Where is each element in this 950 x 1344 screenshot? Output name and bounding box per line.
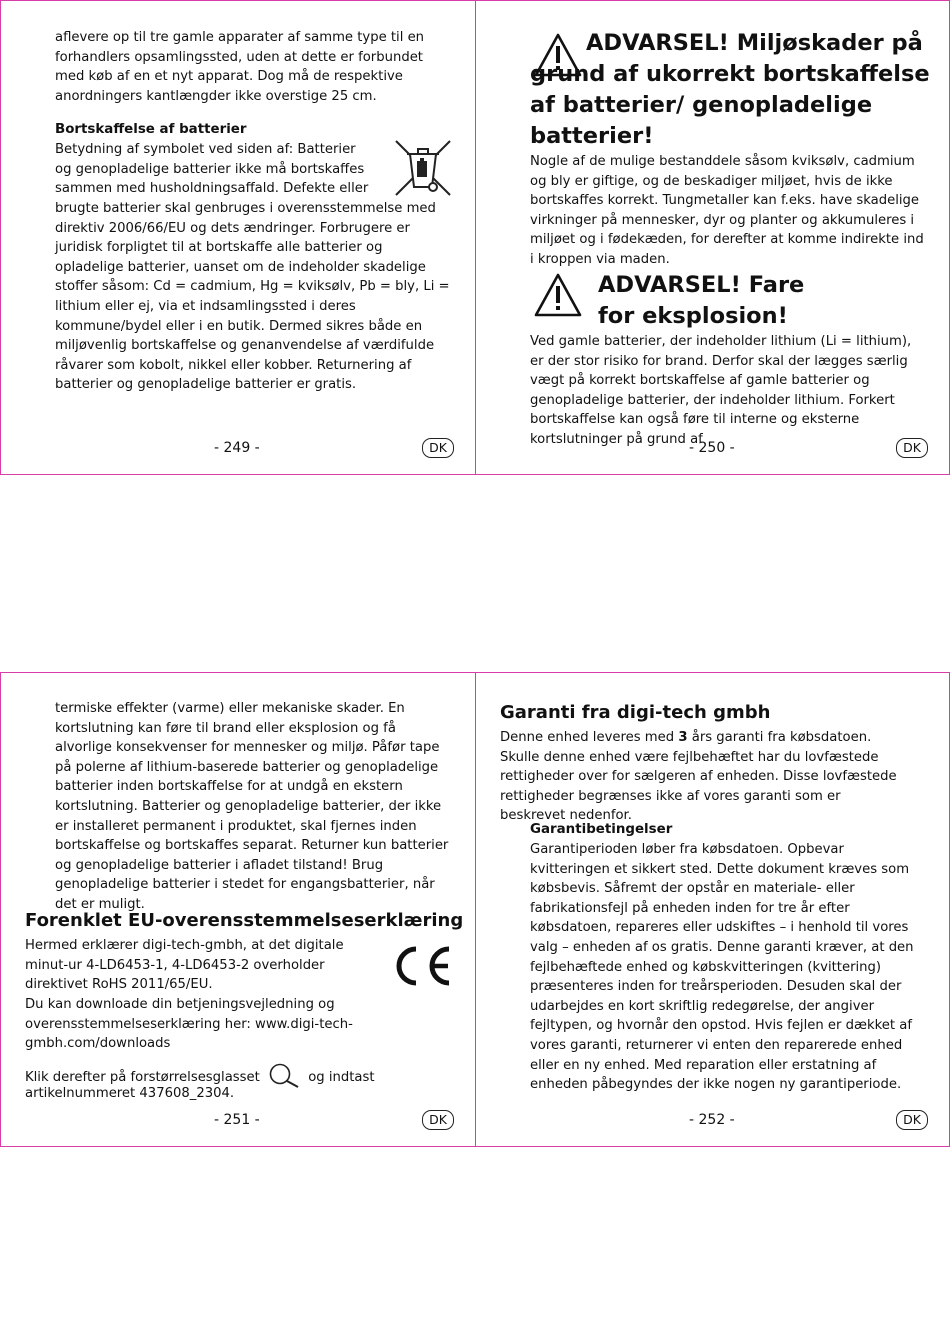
- magnifier-icon: [266, 1063, 302, 1089]
- language-badge: DK: [422, 438, 454, 458]
- battery-disposal-heading: Bortskaffelse af batterier: [55, 122, 247, 137]
- eu-declaration-heading: Forenklet EU-overensstemmelseserklæring: [25, 910, 464, 931]
- eu-declaration-text: Hermed erklærer digi-tech-gmbh, at det digitale minut-ur 4-LD6453-1, 4-LD6453-2 overholder direktivet RoHS 2011/65/EU.: [25, 938, 344, 993]
- page-number: - 250 -: [689, 440, 735, 456]
- page-number: - 249 -: [214, 440, 260, 456]
- short-circuit-paragraph: termiske effekter (varme) eller mekaniske skader. En kortslutning kan føre til brand eller eksplosion og få alvorlige konsekvenser for mennesker og miljø. Påfør tape på polerne af lithium-baserede batterier og genopladelige batterier inden bortskaffelse for at undgå en ekstern kortslutning. Batterier og genopladelige batterier, der ikke er installeret permanent i produktet, skal fjernes inden bortskaffelse og bortskaffes separat. Returner kun batterier og genopladelige batterier i afladet tilstand! Brug genopladelige batterier i stedet for engangsbatterier, når det er muligt.: [55, 701, 449, 912]
- warranty-conditions-heading: Garantibetingelser: [530, 822, 673, 837]
- environment-warning-title: ADVARSEL! Miljøskader på grund af ukorrekt bortskaffelse af batterier/ genopladelige batterier!: [530, 30, 930, 149]
- download-text: Du kan downloade din betjeningsvejledning og overensstemmelseserklæring her: www.digi-tech-gmbh.com/downloads: [25, 997, 353, 1052]
- battery-disposal-body: brugte batterier skal genbruges i overensstemmelse med direktiv 2006/66/EU og dets ændringer. Forbrugere er juridisk forpligtet til at bortskaffe alle batterier og opladelige batterier, uanset om de indeholder skadelige stoffer såsom: Cd = cadmium, Hg = kviksølv, Pb = bly, Li = lithium eller ej, via et indsamlingssted i deres kommune/bydel eller i en butik. Dermed sikres både en miljøvenlig bortskaffelse og genanvendelse af værdifulde råvarer som kobolt, nikkel eller kobber. Returnering af batterier og genopladelige batterier er gratis.: [55, 201, 450, 393]
- page-252: [475, 672, 950, 1147]
- warranty-years: 3: [678, 730, 688, 745]
- explosion-warning-body: Ved gamle batterier, der indeholder lithium (Li = lithium), er der stor risiko for brand. Derfor skal der lægges særlig vægt på korrekt bortskaffelse af gamle batterier og genopladelige batterier, der indeholder lithium. Forkert bortskaffelse kan også føre til interne og eksterne kortslutninger på grund af: [530, 334, 912, 447]
- ce-mark-icon: [389, 943, 453, 989]
- intro-paragraph: aflevere op til tre gamle apparater af samme type til en forhandlers opsamlingssted, uden at dette er forbundet med køb af en et nyt apparat. Dog må de respektive anordningers kantlængder ikke overstige 25 cm.: [55, 30, 425, 104]
- warranty-intro-start: Denne enhed leveres med: [500, 730, 675, 745]
- language-badge: DK: [422, 1110, 454, 1130]
- warranty-intro-rest: års garanti fra købsdatoen. Skulle denne enhed være fejlbehæftet har du lovfæstede rettigheder over for sælgeren af enheden. Disse lovfæstede rettigheder begrænses ikke af vores garanti som er beskrevet nedenfor.: [500, 730, 897, 824]
- explosion-warning-title: ADVARSEL! Fare for eksplosion!: [598, 272, 805, 329]
- warning-triangle-icon: [533, 272, 583, 318]
- page-number: - 251 -: [214, 1112, 260, 1128]
- page-250: [475, 0, 950, 475]
- crossed-out-wheelie-bin-icon: [394, 139, 452, 197]
- click-text: Klik derefter på forstørrelsesglasset: [25, 1070, 260, 1085]
- warranty-intro: [500, 728, 904, 826]
- battery-disposal-intro: Betydning af symbolet ved siden af: Batterier og genopladelige batterier ikke må bortskaffes sammen med husholdningsaffald. Defekte eller: [55, 142, 369, 197]
- environment-warning-body: Nogle af de mulige bestanddele såsom kviksølv, cadmium og bly er giftige, og de beskadiger miljøet, hvis de ikke bortskaffes korrekt. Tungmetaller kan f.eks. have skadelige virkninger på mennesker, dyr og planter og akkumuleres i miljøet og i fødekæden, for derefter at komme indirekte ind i kroppen via maden.: [530, 154, 924, 267]
- page-251: [0, 672, 476, 1147]
- article-number: artikelnummeret 437608_2304.: [25, 1086, 235, 1101]
- warranty-conditions-text: Garantiperioden løber fra købsdatoen. Opbevar kvitteringen et sikkert sted. Dette dokument kræves som købsbevis. Såfremt der opstår en materiale- eller fabrikationsfejl på enheden inden for tre år efter købsdatoen, repareres eller udskiftes – i henhold til vores valg – enheden af os gratis. Denne garanti kræver, at den fejlbehæftede enhed og købskvitteringen (kvittering) præsenteres inden for treårsperioden. Desuden skal der udarbejdes en kort skriftlig redegørelse, der angiver fejltypen, og hvornår den opstod. Hvis fejlen er dækket af vores garanti, returnerer vi enten den reparerede enhed eller en ny enhed. Med reparation eller erstatning af enheden påbegyndes der ikke nogen ny garantiperiode.: [530, 842, 914, 1093]
- language-badge: DK: [896, 1110, 928, 1130]
- page-number: - 252 -: [689, 1112, 735, 1128]
- enter-text: og indtast: [308, 1070, 375, 1085]
- warranty-heading: Garanti fra digi-tech gmbh: [500, 702, 771, 723]
- page-249: [0, 0, 476, 475]
- language-badge: DK: [896, 438, 928, 458]
